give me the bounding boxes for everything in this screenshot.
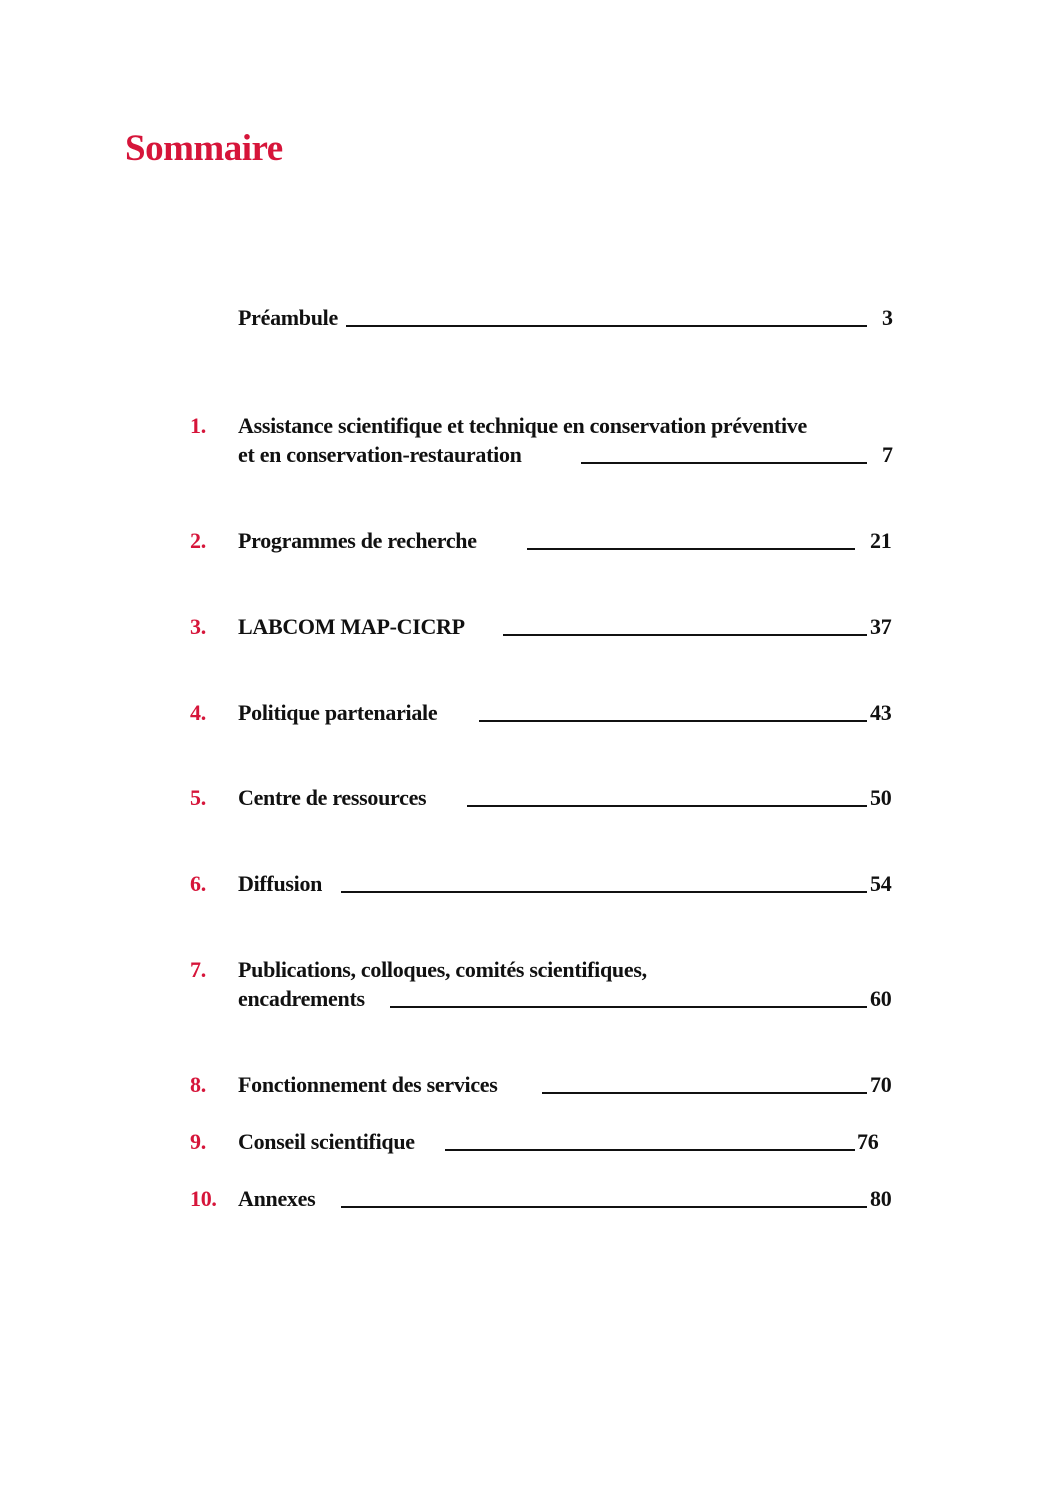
toc-page-number: 70 (870, 1072, 892, 1097)
toc-leader-rule (445, 1149, 855, 1151)
toc-page-number: 37 (870, 614, 892, 639)
toc-entry-number: 9. (190, 1129, 206, 1154)
toc-entry-label: Assistance scientifique et technique en conservation préventive (238, 413, 807, 438)
toc-leader-rule (581, 462, 867, 464)
toc-leader-rule (341, 891, 867, 893)
toc-page-number: 50 (870, 785, 892, 810)
toc-leader-rule (542, 1092, 867, 1094)
toc-entry-label: Fonctionnement des services (238, 1072, 498, 1097)
toc-entry-label: Annexes (238, 1186, 316, 1211)
toc-leader-rule (390, 1006, 867, 1008)
toc-leader-rule (479, 720, 867, 722)
toc-page-number: 43 (870, 700, 892, 725)
toc-leader-rule (346, 325, 867, 327)
toc-entry-label-continued: et en conservation-restauration (238, 442, 522, 467)
toc-entry-number: 3. (190, 614, 206, 639)
toc-page-number: 76 (857, 1129, 879, 1154)
toc-entry-label: Préambule (238, 305, 338, 330)
toc-entry-number: 2. (190, 528, 206, 553)
toc-entry-label: Publications, colloques, comités scientifiques, (238, 957, 647, 982)
toc-entry-number: 5. (190, 785, 206, 810)
toc-entry-number: 4. (190, 700, 206, 725)
toc-entry-number: 1. (190, 413, 206, 438)
toc-entry-label: Conseil scientifique (238, 1129, 415, 1154)
toc-entry-number: 7. (190, 957, 206, 982)
toc-page-number: 3 (882, 305, 893, 330)
toc-leader-rule (527, 548, 855, 550)
toc-leader-rule (467, 805, 867, 807)
toc-leader-rule (341, 1206, 867, 1208)
toc-entry-label-continued: encadrements (238, 986, 365, 1011)
toc-entry-label: Politique partenariale (238, 700, 438, 725)
toc-page-number: 7 (882, 442, 893, 467)
page-title: Sommaire (125, 128, 283, 169)
toc-entry-label: Centre de ressources (238, 785, 427, 810)
toc-page-number: 80 (870, 1186, 892, 1211)
toc-page-number: 60 (870, 986, 892, 1011)
toc-entry-number: 8. (190, 1072, 206, 1097)
toc-leader-rule (503, 634, 867, 636)
toc-entry-label: Diffusion (238, 871, 323, 896)
toc-entry-label: LABCOM MAP-CICRP (238, 614, 465, 639)
toc-page-number: 54 (870, 871, 892, 896)
toc-entry-label: Programmes de recherche (238, 528, 477, 553)
toc-page-number: 21 (870, 528, 892, 553)
toc-entry-number: 10. (190, 1186, 217, 1211)
toc-entry-number: 6. (190, 871, 206, 896)
